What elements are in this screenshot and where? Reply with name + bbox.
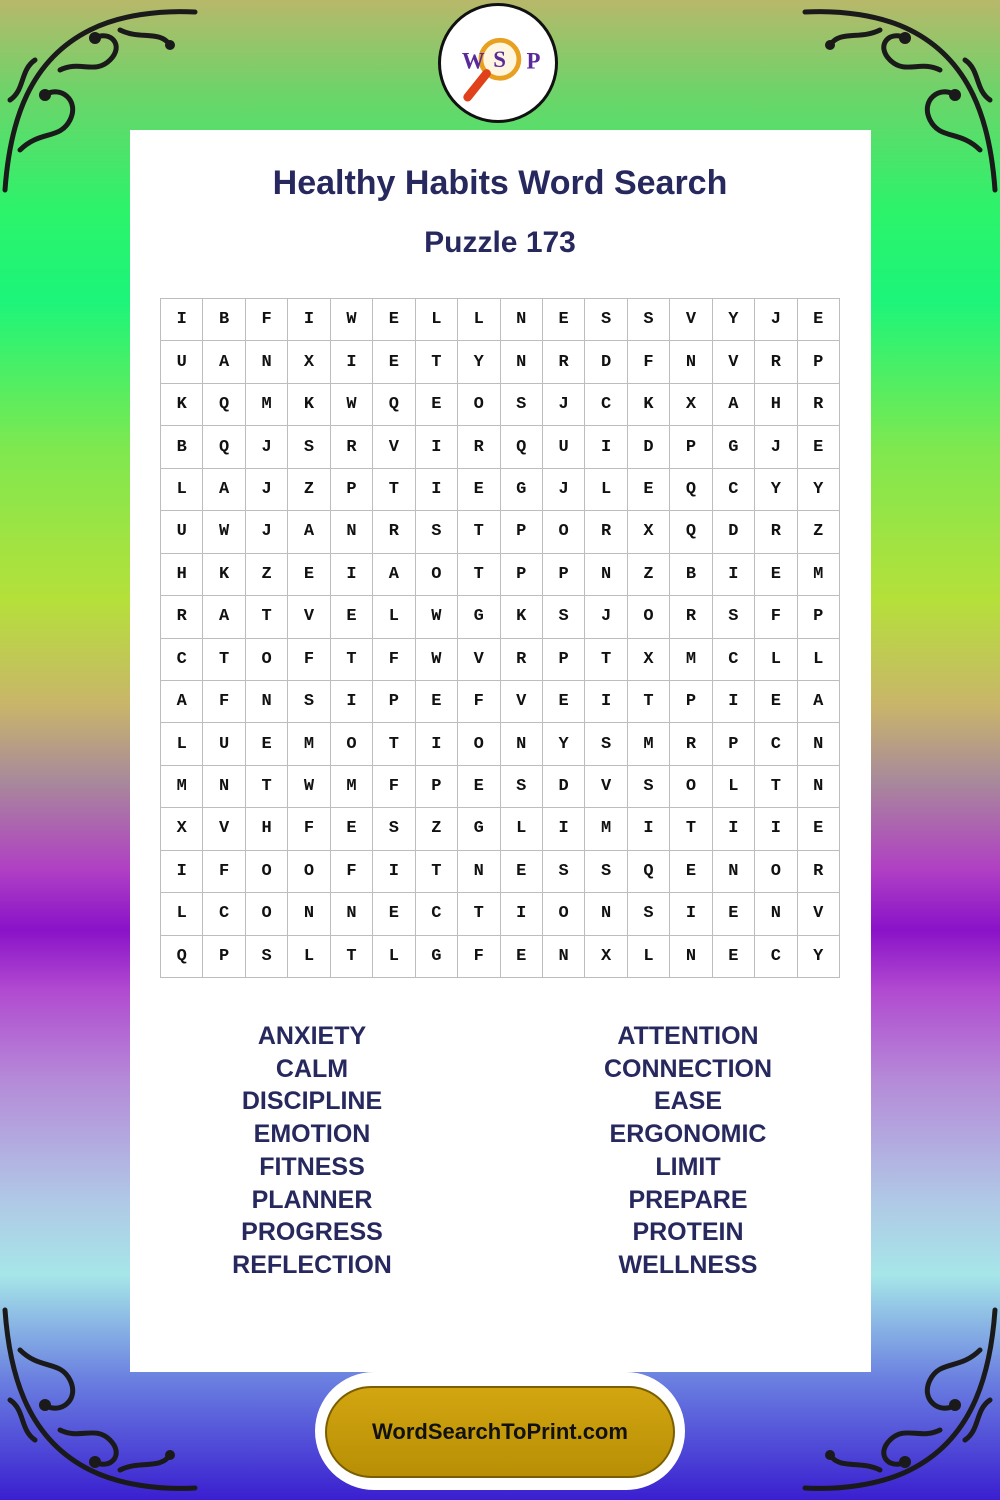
grid-cell[interactable]: W bbox=[203, 511, 245, 553]
grid-cell[interactable]: C bbox=[416, 893, 458, 935]
grid-cell[interactable]: N bbox=[670, 936, 712, 978]
grid-cell[interactable]: V bbox=[670, 299, 712, 341]
word-item: CONNECTION bbox=[603, 1054, 773, 1083]
grid-cell[interactable]: R bbox=[161, 596, 203, 638]
grid-cell[interactable]: T bbox=[373, 469, 415, 511]
grid-cell[interactable]: F bbox=[628, 341, 670, 383]
grid-cell[interactable]: S bbox=[288, 426, 330, 468]
word-item: EASE bbox=[653, 1087, 723, 1116]
puzzle-number: Puzzle 173 bbox=[424, 226, 576, 259]
grid-cell[interactable]: H bbox=[161, 554, 203, 596]
grid-cell[interactable]: T bbox=[203, 639, 245, 681]
grid-cell[interactable]: V bbox=[288, 596, 330, 638]
grid-cell[interactable]: M bbox=[628, 723, 670, 765]
grid-cell[interactable]: K bbox=[161, 384, 203, 426]
grid-cell[interactable]: P bbox=[416, 766, 458, 808]
grid-cell[interactable]: T bbox=[416, 341, 458, 383]
grid-cell[interactable]: J bbox=[246, 426, 288, 468]
grid-cell[interactable]: F bbox=[458, 681, 500, 723]
grid-cell[interactable]: E bbox=[373, 299, 415, 341]
grid-cell[interactable]: F bbox=[246, 299, 288, 341]
grid-cell[interactable]: N bbox=[203, 766, 245, 808]
grid-cell[interactable]: L bbox=[755, 639, 797, 681]
grid-cell[interactable]: S bbox=[628, 299, 670, 341]
grid-cell[interactable]: T bbox=[373, 723, 415, 765]
grid-cell[interactable]: V bbox=[501, 681, 543, 723]
grid-cell[interactable]: L bbox=[161, 723, 203, 765]
grid-cell[interactable]: I bbox=[585, 681, 627, 723]
grid-cell[interactable]: E bbox=[798, 426, 840, 468]
grid-cell[interactable]: E bbox=[416, 384, 458, 426]
grid-cell[interactable]: C bbox=[161, 639, 203, 681]
grid-cell[interactable]: A bbox=[161, 681, 203, 723]
grid-cell[interactable]: J bbox=[585, 596, 627, 638]
grid-cell[interactable]: T bbox=[628, 681, 670, 723]
grid-cell[interactable]: O bbox=[331, 723, 373, 765]
grid-cell[interactable]: P bbox=[670, 426, 712, 468]
grid-cell[interactable]: E bbox=[628, 469, 670, 511]
grid-cell[interactable]: H bbox=[246, 808, 288, 850]
grid-cell[interactable]: F bbox=[458, 936, 500, 978]
grid-cell[interactable]: O bbox=[458, 723, 500, 765]
grid-cell[interactable]: X bbox=[288, 341, 330, 383]
word-list-left bbox=[162, 1020, 462, 1282]
grid-cell[interactable]: E bbox=[458, 766, 500, 808]
grid-cell[interactable]: J bbox=[755, 426, 797, 468]
grid-cell[interactable]: R bbox=[755, 511, 797, 553]
grid-cell[interactable]: E bbox=[246, 723, 288, 765]
grid-cell[interactable]: V bbox=[458, 639, 500, 681]
grid-cell[interactable]: L bbox=[416, 299, 458, 341]
grid-cell[interactable]: Q bbox=[373, 384, 415, 426]
grid-cell[interactable]: Y bbox=[755, 469, 797, 511]
word-item: WELLNESS bbox=[618, 1250, 758, 1279]
grid-cell[interactable]: N bbox=[501, 723, 543, 765]
grid-cell[interactable]: T bbox=[458, 511, 500, 553]
grid-cell[interactable]: X bbox=[161, 808, 203, 850]
grid-cell[interactable]: H bbox=[755, 384, 797, 426]
grid-cell[interactable]: N bbox=[798, 723, 840, 765]
grid-cell[interactable]: M bbox=[331, 766, 373, 808]
grid-cell[interactable]: Y bbox=[713, 299, 755, 341]
grid-cell[interactable]: C bbox=[713, 469, 755, 511]
grid-cell[interactable]: N bbox=[246, 681, 288, 723]
grid-cell[interactable]: L bbox=[373, 936, 415, 978]
grid-cell[interactable]: X bbox=[628, 511, 670, 553]
grid-cell[interactable]: S bbox=[585, 723, 627, 765]
grid-cell[interactable]: S bbox=[501, 384, 543, 426]
grid-cell[interactable]: J bbox=[246, 469, 288, 511]
grid-cell[interactable]: F bbox=[203, 851, 245, 893]
grid-cell[interactable]: P bbox=[373, 681, 415, 723]
grid-cell[interactable]: R bbox=[670, 596, 712, 638]
grid-cell[interactable]: I bbox=[161, 299, 203, 341]
grid-cell[interactable]: O bbox=[543, 893, 585, 935]
word-item: FITNESS bbox=[259, 1152, 365, 1181]
grid-cell[interactable]: I bbox=[670, 893, 712, 935]
grid-cell[interactable]: E bbox=[416, 681, 458, 723]
grid-cell[interactable]: A bbox=[713, 384, 755, 426]
grid-cell[interactable]: E bbox=[331, 596, 373, 638]
grid-cell[interactable]: L bbox=[585, 469, 627, 511]
grid-cell[interactable]: B bbox=[161, 426, 203, 468]
grid-cell[interactable]: W bbox=[416, 639, 458, 681]
grid-cell[interactable]: N bbox=[585, 554, 627, 596]
grid-cell[interactable]: F bbox=[203, 681, 245, 723]
grid-cell[interactable]: W bbox=[331, 299, 373, 341]
grid-cell[interactable]: Z bbox=[416, 808, 458, 850]
grid-cell[interactable]: C bbox=[755, 936, 797, 978]
grid-cell[interactable]: L bbox=[161, 893, 203, 935]
grid-cell[interactable]: E bbox=[543, 681, 585, 723]
grid-cell[interactable]: S bbox=[585, 851, 627, 893]
grid-cell[interactable]: N bbox=[670, 341, 712, 383]
grid-cell[interactable]: N bbox=[458, 851, 500, 893]
grid-cell[interactable]: N bbox=[331, 511, 373, 553]
grid-cell[interactable]: F bbox=[755, 596, 797, 638]
grid-cell[interactable]: F bbox=[373, 639, 415, 681]
word-item: PLANNER bbox=[251, 1185, 373, 1214]
grid-cell[interactable]: O bbox=[416, 554, 458, 596]
grid-cell[interactable]: I bbox=[331, 681, 373, 723]
grid-cell[interactable]: N bbox=[288, 893, 330, 935]
grid-cell[interactable]: L bbox=[288, 936, 330, 978]
grid-cell[interactable]: G bbox=[713, 426, 755, 468]
grid-cell[interactable]: W bbox=[288, 766, 330, 808]
grid-cell[interactable]: N bbox=[585, 893, 627, 935]
grid-cell[interactable]: N bbox=[331, 893, 373, 935]
logo-letter-w: W bbox=[461, 48, 485, 74]
website-link-button[interactable]: WordSearchToPrint.com bbox=[325, 1386, 675, 1478]
word-item: LIMIT bbox=[655, 1152, 721, 1181]
grid-cell[interactable]: E bbox=[755, 681, 797, 723]
grid-cell[interactable]: E bbox=[373, 341, 415, 383]
grid-cell[interactable]: V bbox=[798, 893, 840, 935]
grid-cell[interactable]: N bbox=[246, 341, 288, 383]
grid-cell[interactable]: O bbox=[246, 639, 288, 681]
grid-cell[interactable]: I bbox=[161, 851, 203, 893]
grid-cell[interactable]: Y bbox=[798, 469, 840, 511]
grid-cell[interactable]: I bbox=[416, 469, 458, 511]
grid-cell[interactable]: P bbox=[798, 341, 840, 383]
grid-cell[interactable]: P bbox=[713, 723, 755, 765]
grid-cell[interactable]: R bbox=[543, 341, 585, 383]
grid-cell[interactable]: Y bbox=[543, 723, 585, 765]
grid-cell[interactable]: C bbox=[713, 639, 755, 681]
grid-cell[interactable]: S bbox=[628, 766, 670, 808]
grid-cell[interactable]: J bbox=[543, 469, 585, 511]
grid-cell[interactable]: U bbox=[203, 723, 245, 765]
grid-cell[interactable]: J bbox=[246, 511, 288, 553]
grid-cell[interactable]: R bbox=[798, 384, 840, 426]
grid-cell[interactable]: D bbox=[628, 426, 670, 468]
grid-cell[interactable]: S bbox=[543, 596, 585, 638]
word-item: PROTEIN bbox=[632, 1218, 744, 1247]
grid-cell[interactable]: K bbox=[203, 554, 245, 596]
grid-cell[interactable]: O bbox=[755, 851, 797, 893]
grid-cell[interactable]: S bbox=[288, 681, 330, 723]
grid-cell[interactable]: S bbox=[713, 596, 755, 638]
grid-cell[interactable]: M bbox=[670, 639, 712, 681]
grid-cell[interactable]: V bbox=[203, 808, 245, 850]
grid-cell[interactable]: I bbox=[501, 893, 543, 935]
grid-cell[interactable]: N bbox=[755, 893, 797, 935]
grid-cell[interactable]: S bbox=[628, 893, 670, 935]
grid-cell[interactable]: L bbox=[161, 469, 203, 511]
word-item: ERGONOMIC bbox=[609, 1120, 767, 1149]
grid-cell[interactable]: E bbox=[373, 893, 415, 935]
grid-cell[interactable]: I bbox=[331, 554, 373, 596]
grid-cell[interactable]: P bbox=[543, 639, 585, 681]
site-logo[interactable] bbox=[438, 3, 558, 123]
grid-cell[interactable]: A bbox=[373, 554, 415, 596]
grid-cell[interactable]: L bbox=[628, 936, 670, 978]
grid-cell[interactable]: I bbox=[373, 851, 415, 893]
grid-cell[interactable]: T bbox=[670, 808, 712, 850]
grid-cell[interactable]: Y bbox=[798, 936, 840, 978]
grid-cell[interactable]: R bbox=[585, 511, 627, 553]
grid-cell[interactable]: R bbox=[501, 639, 543, 681]
word-item: PROGRESS bbox=[241, 1218, 383, 1247]
grid-cell[interactable]: U bbox=[543, 426, 585, 468]
grid-cell[interactable]: C bbox=[755, 723, 797, 765]
grid-cell[interactable]: N bbox=[501, 341, 543, 383]
grid-cell[interactable]: O bbox=[246, 851, 288, 893]
grid-cell[interactable]: M bbox=[798, 554, 840, 596]
grid-cell[interactable]: Q bbox=[670, 469, 712, 511]
grid-cell[interactable]: N bbox=[713, 851, 755, 893]
grid-cell[interactable]: P bbox=[331, 469, 373, 511]
grid-cell[interactable]: E bbox=[798, 808, 840, 850]
grid-cell[interactable]: I bbox=[416, 426, 458, 468]
grid-cell[interactable]: V bbox=[373, 426, 415, 468]
grid-cell[interactable]: Q bbox=[203, 384, 245, 426]
grid-cell[interactable]: X bbox=[628, 639, 670, 681]
grid-cell[interactable]: X bbox=[585, 936, 627, 978]
grid-cell[interactable]: R bbox=[670, 723, 712, 765]
grid-cell[interactable]: R bbox=[798, 851, 840, 893]
page-title: Healthy Habits Word Search bbox=[272, 164, 728, 202]
grid-cell[interactable]: Z bbox=[628, 554, 670, 596]
grid-cell[interactable]: E bbox=[543, 299, 585, 341]
word-item: ANXIETY bbox=[257, 1022, 367, 1050]
grid-cell[interactable]: M bbox=[585, 808, 627, 850]
grid-cell[interactable]: V bbox=[713, 341, 755, 383]
grid-cell[interactable]: I bbox=[755, 808, 797, 850]
grid-cell[interactable]: O bbox=[628, 596, 670, 638]
grid-cell[interactable]: F bbox=[331, 851, 373, 893]
grid-cell[interactable]: R bbox=[755, 341, 797, 383]
grid-cell[interactable]: J bbox=[755, 299, 797, 341]
grid-cell[interactable]: L bbox=[373, 596, 415, 638]
grid-cell[interactable]: L bbox=[501, 808, 543, 850]
grid-cell[interactable]: S bbox=[501, 766, 543, 808]
logo-letter-s: S bbox=[493, 46, 506, 72]
grid-cell[interactable]: M bbox=[161, 766, 203, 808]
grid-cell[interactable]: B bbox=[203, 299, 245, 341]
grid-cell[interactable]: L bbox=[798, 639, 840, 681]
grid-cell[interactable]: E bbox=[331, 808, 373, 850]
grid-cell[interactable]: X bbox=[670, 384, 712, 426]
grid-cell[interactable]: O bbox=[670, 766, 712, 808]
grid-cell[interactable]: F bbox=[288, 808, 330, 850]
grid-cell[interactable]: M bbox=[246, 384, 288, 426]
grid-cell[interactable]: C bbox=[585, 384, 627, 426]
grid-cell[interactable]: K bbox=[501, 596, 543, 638]
grid-cell[interactable]: Q bbox=[501, 426, 543, 468]
grid-cell[interactable]: D bbox=[713, 511, 755, 553]
grid-cell[interactable]: K bbox=[628, 384, 670, 426]
grid-cell[interactable]: Q bbox=[670, 511, 712, 553]
grid-cell[interactable]: F bbox=[288, 639, 330, 681]
grid-cell[interactable]: S bbox=[543, 851, 585, 893]
grid-cell[interactable]: E bbox=[288, 554, 330, 596]
word-item: CALM bbox=[275, 1054, 349, 1083]
grid-cell[interactable]: T bbox=[331, 936, 373, 978]
grid-cell[interactable]: Z bbox=[246, 554, 288, 596]
grid-cell[interactable]: E bbox=[501, 936, 543, 978]
grid-cell[interactable]: M bbox=[288, 723, 330, 765]
grid-cell[interactable]: G bbox=[416, 936, 458, 978]
grid-cell[interactable]: T bbox=[458, 893, 500, 935]
grid-cell[interactable]: W bbox=[416, 596, 458, 638]
grid-cell[interactable]: P bbox=[543, 554, 585, 596]
grid-cell[interactable]: P bbox=[670, 681, 712, 723]
grid-cell[interactable]: U bbox=[161, 341, 203, 383]
grid-cell[interactable]: L bbox=[713, 766, 755, 808]
grid-cell[interactable]: I bbox=[713, 681, 755, 723]
grid-cell[interactable]: U bbox=[161, 511, 203, 553]
grid-cell[interactable]: G bbox=[458, 808, 500, 850]
grid-cell[interactable]: D bbox=[585, 341, 627, 383]
grid-cell[interactable]: G bbox=[501, 469, 543, 511]
grid-cell[interactable]: I bbox=[288, 299, 330, 341]
grid-cell[interactable]: Z bbox=[798, 511, 840, 553]
grid-cell[interactable]: R bbox=[373, 511, 415, 553]
letter-grid bbox=[160, 298, 840, 978]
grid-cell[interactable]: E bbox=[713, 893, 755, 935]
grid-cell[interactable]: T bbox=[246, 766, 288, 808]
grid-cell[interactable]: A bbox=[203, 469, 245, 511]
grid-cell[interactable]: T bbox=[416, 851, 458, 893]
word-item: ATTENTION bbox=[617, 1022, 759, 1050]
grid-cell[interactable]: E bbox=[501, 851, 543, 893]
grid-cell[interactable]: A bbox=[288, 511, 330, 553]
grid-cell[interactable]: V bbox=[585, 766, 627, 808]
grid-cell[interactable]: P bbox=[798, 596, 840, 638]
grid-cell[interactable]: B bbox=[670, 554, 712, 596]
grid-cell[interactable]: A bbox=[203, 341, 245, 383]
grid-cell[interactable]: T bbox=[331, 639, 373, 681]
grid-cell[interactable]: O bbox=[288, 851, 330, 893]
grid-cell[interactable]: R bbox=[458, 426, 500, 468]
grid-cell[interactable]: I bbox=[331, 341, 373, 383]
grid-cell[interactable]: S bbox=[246, 936, 288, 978]
grid-cell[interactable]: C bbox=[203, 893, 245, 935]
grid-cell[interactable]: S bbox=[585, 299, 627, 341]
grid-cell[interactable]: T bbox=[246, 596, 288, 638]
grid-cell[interactable]: L bbox=[458, 299, 500, 341]
grid-cell[interactable]: P bbox=[501, 554, 543, 596]
grid-cell[interactable]: I bbox=[713, 554, 755, 596]
word-item: PREPARE bbox=[628, 1185, 748, 1214]
grid-cell[interactable]: Q bbox=[628, 851, 670, 893]
grid-cell[interactable]: T bbox=[585, 639, 627, 681]
grid-cell[interactable]: K bbox=[288, 384, 330, 426]
grid-cell[interactable]: I bbox=[543, 808, 585, 850]
grid-cell[interactable]: N bbox=[798, 766, 840, 808]
grid-cell[interactable]: E bbox=[755, 554, 797, 596]
grid-cell[interactable]: G bbox=[458, 596, 500, 638]
grid-cell[interactable]: W bbox=[331, 384, 373, 426]
grid-cell[interactable]: I bbox=[713, 808, 755, 850]
word-item: DISCIPLINE bbox=[241, 1087, 383, 1116]
grid-cell[interactable]: T bbox=[458, 554, 500, 596]
grid-cell[interactable]: S bbox=[416, 511, 458, 553]
grid-cell[interactable]: O bbox=[246, 893, 288, 935]
grid-cell[interactable]: Q bbox=[203, 426, 245, 468]
word-item: REFLECTION bbox=[232, 1250, 392, 1279]
grid-cell[interactable]: E bbox=[713, 936, 755, 978]
logo-letter-p: P bbox=[526, 48, 541, 74]
grid-cell[interactable]: I bbox=[416, 723, 458, 765]
grid-cell[interactable]: E bbox=[670, 851, 712, 893]
grid-cell[interactable]: O bbox=[458, 384, 500, 426]
grid-cell[interactable]: I bbox=[585, 426, 627, 468]
grid-cell[interactable]: P bbox=[203, 936, 245, 978]
grid-cell[interactable]: F bbox=[373, 766, 415, 808]
grid-cell[interactable]: T bbox=[755, 766, 797, 808]
grid-cell[interactable]: A bbox=[798, 681, 840, 723]
grid-cell[interactable]: E bbox=[798, 299, 840, 341]
word-item: EMOTION bbox=[253, 1120, 371, 1149]
grid-cell[interactable]: N bbox=[543, 936, 585, 978]
grid-cell[interactable]: I bbox=[628, 808, 670, 850]
grid-cell[interactable]: S bbox=[373, 808, 415, 850]
grid-cell[interactable]: N bbox=[501, 299, 543, 341]
grid-cell[interactable]: J bbox=[543, 384, 585, 426]
grid-cell[interactable]: R bbox=[331, 426, 373, 468]
grid-cell[interactable]: Q bbox=[161, 936, 203, 978]
grid-cell[interactable]: Z bbox=[288, 469, 330, 511]
word-list-right bbox=[538, 1020, 838, 1282]
grid-cell[interactable]: A bbox=[203, 596, 245, 638]
grid-cell[interactable]: O bbox=[543, 511, 585, 553]
grid-cell[interactable]: P bbox=[501, 511, 543, 553]
grid-cell[interactable]: E bbox=[458, 469, 500, 511]
grid-cell[interactable]: D bbox=[543, 766, 585, 808]
grid-cell[interactable]: Y bbox=[458, 341, 500, 383]
